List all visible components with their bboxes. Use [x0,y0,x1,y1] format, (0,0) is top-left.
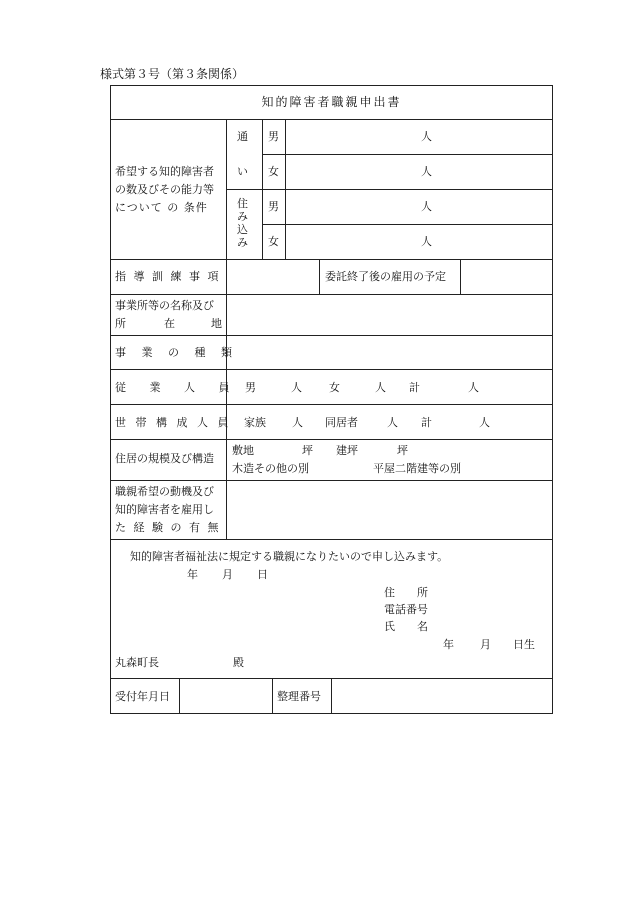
commute-female-unit: 人 [421,165,432,178]
household-cohabitant-unit: 人 [387,416,398,429]
business-type-label: 事 業 の 種 類 [115,346,238,359]
employees-male-label: 男 [245,381,256,394]
live-in-male-count-field[interactable] [286,190,552,224]
form-number: 様式第３号（第３条関係） [100,67,245,81]
office-label-line2-a: 所 [115,317,126,330]
household-cohabitant-label: 同居者 [325,416,358,429]
residence-building-unit: 坪 [397,444,408,457]
employment-plan-label: 委託終了後の雇用の予定 [325,270,446,283]
form-title: 知的障害者職親申出書 [261,95,402,109]
live-in-label-3: 込 [237,223,248,236]
commute-female-count-field[interactable] [286,155,552,189]
household-family-unit: 人 [292,416,303,429]
birth-month-label: 月 [480,638,491,651]
declaration-text: 知的障害者福祉法に規定する職親になりたいので申し込みます。 [130,550,449,563]
household-total-unit: 人 [479,416,490,429]
household-family-label: 家族 [244,416,266,429]
live-in-male-label: 男 [268,200,279,213]
office-name-address-field[interactable] [227,295,552,335]
employees-total-label: 計 [409,381,420,394]
application-day: 日 [257,568,268,581]
live-in-female-count-field[interactable] [286,225,552,259]
office-label-line1: 事業所等の名称及び [115,299,214,312]
birth-day-label: 日生 [513,638,535,651]
applicant-address-label: 住 所 [384,586,428,599]
motive-label-line2: 知的障害者を雇用し [115,503,214,516]
commute-label-bottom: い [237,165,248,178]
ref-number-label: 整理番号 [277,690,321,703]
applicant-name-label: 氏 名 [384,620,428,633]
employees-total-unit: 人 [468,381,479,394]
live-in-male-unit: 人 [421,200,432,213]
live-in-label-4: み [237,236,248,249]
employees-label: 従 業 人 員 [115,381,240,394]
application-year: 年 [187,568,198,581]
commute-label-top: 通 [237,130,248,143]
employment-plan-field[interactable] [461,260,552,294]
employees-male-unit: 人 [291,381,302,394]
household-total-label: 計 [421,416,432,429]
received-date-field[interactable] [180,679,271,713]
residence-storey-label: 平屋二階建等の別 [373,462,461,475]
office-label-line2-b: 在 [164,317,175,330]
motive-label-line1: 職親希望の動機及び [115,485,214,498]
residence-building-label: 建坪 [336,444,358,457]
received-date-label: 受付年月日 [115,690,170,703]
conditions-label-line1: 希望する知的障害者 [115,165,214,178]
commute-female-label: 女 [268,165,279,178]
residence-wooden-label: 木造その他の別 [232,462,309,475]
live-in-label-1: 住 [237,197,248,210]
motive-experience-field[interactable] [227,481,552,539]
residence-site-label: 敷地 [232,444,254,457]
business-type-field[interactable] [227,336,552,369]
commute-male-count-field[interactable] [286,120,552,154]
recipient-honorific: 殿 [233,656,244,669]
employees-female-unit: 人 [375,381,386,394]
guidance-field[interactable] [227,260,318,294]
conditions-label-line3: について の 条件 [115,201,208,214]
ref-number-field[interactable] [332,679,552,713]
residence-site-unit: 坪 [302,444,313,457]
commute-male-label: 男 [268,130,279,143]
household-label: 世 帯 構 成 人 員 [115,416,232,429]
live-in-female-label: 女 [268,235,279,248]
guidance-label: 指 導 訓 練 事 項 [115,270,221,283]
live-in-female-unit: 人 [421,235,432,248]
applicant-name-field[interactable] [440,617,548,633]
applicant-phone-label: 電話番号 [384,603,428,616]
motive-label-line3: た 経 験 の 有 無 [115,521,221,534]
employees-female-label: 女 [329,381,340,394]
conditions-label-line2: の数及びその能力等 [115,183,214,196]
office-label-line2-c: 地 [211,317,222,330]
applicant-address-field[interactable] [440,583,548,599]
residence-label: 住居の規模及び構造 [115,452,214,465]
live-in-label-2: み [237,210,248,223]
applicant-phone-field[interactable] [440,600,548,616]
recipient-label: 丸森町長 [115,656,159,669]
application-month: 月 [222,568,233,581]
birth-year-label: 年 [443,638,454,651]
commute-male-unit: 人 [421,130,432,143]
